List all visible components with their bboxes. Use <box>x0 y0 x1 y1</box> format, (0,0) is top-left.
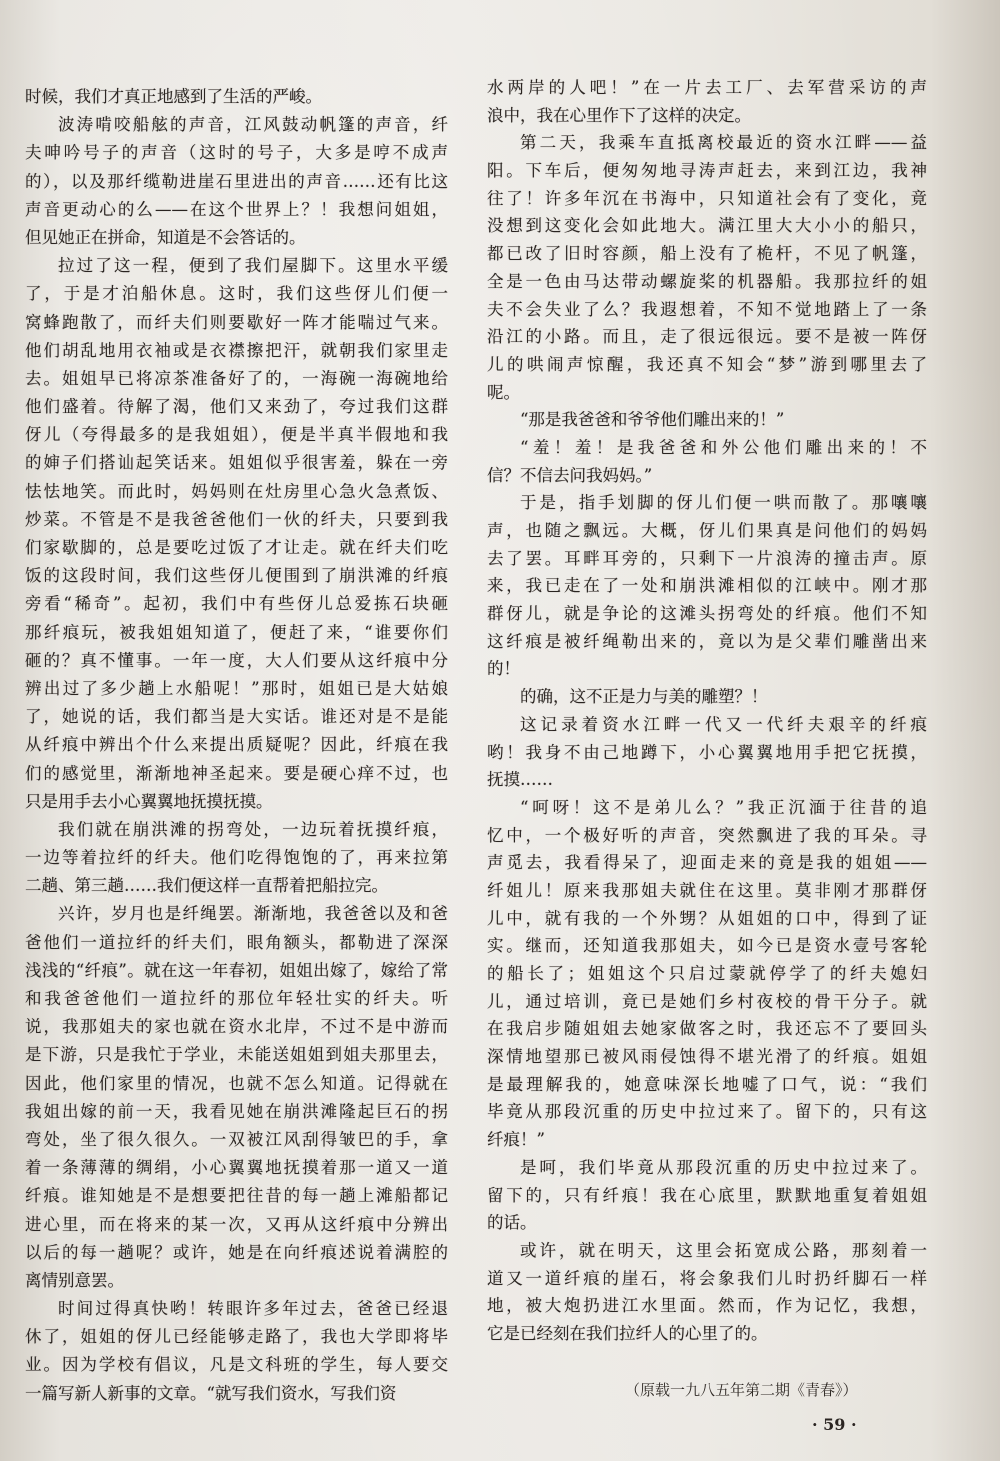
text-line: 一篇写新人新事的文章。“就写我们资水，写我们资 <box>25 1383 397 1403</box>
text-line: 的！ <box>487 659 520 679</box>
text-line: 弯处，坐了很久很久。一双被江风刮得皱巴的手，拿 <box>25 1129 448 1149</box>
text-line: 纤痕。谁知她是不是想要把往昔的每一趟上滩船都记 <box>25 1186 448 1206</box>
text-line: 水两岸的人吧！”在一片去工厂、去军营采访的声 <box>487 78 927 97</box>
text-line: 忆中，一个极好听的声音，突然飘进了我的耳朵。寻 <box>487 825 927 845</box>
text-line: 炒菜。不管是不是我爸爸他们一伙的纤夫，只要到我 <box>25 509 448 529</box>
text-line: 的确，这不正是力与美的雕塑？！ <box>520 687 768 707</box>
text-line: 地，被大炮扔进江水里面。然而，作为记忆，我想， <box>487 1296 927 1316</box>
text-line: 留下的，只有纤痕！我在心底里，默默地重复着姐姐 <box>487 1185 927 1205</box>
text-line: 但见她正在拼命，知道是不会答话的。 <box>25 227 306 247</box>
text-line: 纤姐儿！原来我那姐夫就住在这里。莫非刚才那群伢 <box>487 880 927 900</box>
text-line: 饭的这段时间，我们这些伢儿便围到了崩洪滩的纤痕 <box>25 566 448 586</box>
source-note: （原载一九八五年第二期《青春》） <box>625 1381 858 1399</box>
text-line: 我姐出嫁的前一天，我看见她在崩洪滩隆起巨石的拐 <box>25 1101 448 1121</box>
text-line: 的），以及那纤缆勒进崖石里进出的声音……还有比这 <box>25 171 448 191</box>
text-line: 砸的？真不懂事。一年一度，大人们要从这纤痕中分 <box>25 650 448 670</box>
text-line: 纤痕！” <box>487 1130 545 1150</box>
text-line: “羞！羞！是我爸爸和外公他们雕出来的！不 <box>520 437 927 457</box>
text-line: 深情地望那已被风雨侵蚀得不堪光滑了的纤痕。姐姐 <box>487 1047 927 1067</box>
text-line: 离情别意罢。 <box>25 1270 124 1290</box>
text-line: 伢儿（夸得最多的是我姐姐），便是半真半假地和我 <box>25 425 448 445</box>
right-column <box>487 74 927 1354</box>
text-line: 他们胡乱地用衣袖或是衣襟擦把汗，就朝我们家里走 <box>25 340 448 360</box>
text-line: 了，于是才泊船休息。这时，我们这些伢儿们便一 <box>25 284 448 304</box>
text-line: 的婶子们搭讪起笑话来。姐姐似乎很害羞，躲在一旁 <box>25 453 448 473</box>
text-line: 波涛啃咬船舷的声音，江风鼓动帆篷的声音，纤 <box>58 115 448 135</box>
text-line: 信？不信去问我妈妈。” <box>487 465 653 485</box>
text-line: 道又一道纤痕的崖石，将会象我们儿时扔纤脚石一样 <box>487 1268 927 1288</box>
text-line: 休了，姐姐的伢儿已经能够走路了，我也大学即将毕 <box>25 1327 448 1347</box>
text-line: 们家歇脚的，总是要吃过饭了才让走。就在纤夫们吃 <box>25 538 448 557</box>
text-line: 于是，指手划脚的伢儿们便一哄而散了。那嚷嚷 <box>520 493 927 513</box>
page-number: · 59 · <box>812 1415 857 1434</box>
paragraph <box>487 1237 927 1348</box>
text-line: 抚摸…… <box>487 770 553 790</box>
text-line: 窝蜂跑散了，而纤夫们则要歇好一阵才能喘过气来。 <box>25 312 448 332</box>
paragraph <box>487 711 927 794</box>
text-line: 和我爸爸他们一道拉纤的那位年轻壮实的纤夫。听 <box>25 989 448 1008</box>
text-line: 这纤痕是被纤绳勒出来的，竟以为是父辈们雕凿出来 <box>487 631 927 651</box>
text-line: 来，我已走在了一处和崩洪滩相似的江峡中。刚才那 <box>487 576 927 596</box>
text-line: 这记录着资水江畔一代又一代纤夫艰辛的纤痕 <box>520 714 927 734</box>
text-line: 我们就在崩洪滩的拐弯处，一边玩着抚摸纤痕， <box>58 819 448 839</box>
paragraph <box>487 1154 927 1237</box>
text-line: 的船长了；姐姐这个只启过蒙就停学了的纤夫媳妇 <box>487 964 927 983</box>
text-line: 业。因为学校有倡议，凡是文科班的学生，每人要交 <box>25 1355 448 1375</box>
text-line: 拉过了这一程，便到了我们屋脚下。这里水平缓 <box>58 256 448 276</box>
text-line: 呢。 <box>487 382 520 402</box>
text-line: 往了！许多年沉在书海中，只知道社会有了变化，竟 <box>487 188 927 208</box>
text-line: 全是一色由马达带动螺旋桨的机器船。我那拉纤的姐 <box>487 271 927 291</box>
text-line: 从纤痕中辨出个什么来提出质疑呢？因此，纤痕在我 <box>25 735 448 755</box>
text-line: 是最理解我的，她意味深长地嘘了口气，说：“我们 <box>487 1074 927 1094</box>
text-line: 了，她说的话，我们都当是大实话。谁还对是不是能 <box>25 707 448 727</box>
paragraph <box>25 900 448 1295</box>
text-line: “那是我爸爸和爷爷他们雕出来的！” <box>520 410 785 430</box>
text-line: 爸他们一道拉纤的纤夫们，眼角额头，都勒进了深深 <box>25 932 448 952</box>
paragraph <box>25 252 448 816</box>
text-line: 们的感觉里，渐渐地神圣起来。要是硬心痒不过，也 <box>25 763 448 783</box>
text-line: 去。姐姐早已将凉茶准备好了的，一海碗一海碗地给 <box>25 368 448 388</box>
text-line: 毕竟从那段沉重的历史中拉过来了。留下的，只有这 <box>487 1102 927 1122</box>
text-line: 声音更动心的么——在这个世界上？！我想问姐姐， <box>25 199 448 219</box>
paragraph <box>487 489 927 683</box>
paragraph <box>487 406 927 434</box>
paragraph <box>25 816 448 901</box>
text-line: 第二天，我乘车直抵离校最近的资水江畔——益 <box>520 133 927 153</box>
text-line: 都已改了旧时容颜，船上没有了桅杆，不见了帆篷， <box>487 244 927 264</box>
text-line: 怯怯地笑。而此时，妈妈则在灶房里心急火急煮饭、 <box>25 481 448 501</box>
paragraph <box>487 794 927 1154</box>
text-line: 夫呻吟号子的声音（这时的号子，大多是哼不成声 <box>25 143 448 163</box>
paragraph <box>487 683 927 711</box>
text-line: 在我启步随姐姐去她家做客之时，我还忘不了要回头 <box>487 1019 927 1039</box>
text-line: 进心里，而在将来的某一次，又再从这纤痕中分辨出 <box>25 1214 448 1234</box>
text-line: 浅浅的“纤痕”。就在这一年春初，姐姐出嫁了，嫁给了常 <box>25 960 448 980</box>
left-column <box>25 83 448 1413</box>
text-line: 儿，通过培训，竟已是她们乡村夜校的骨干分子。就 <box>487 991 927 1011</box>
text-line: 群伢儿，就是争论的这滩头拐弯处的纤痕。他们不知 <box>487 604 927 624</box>
paragraph <box>487 434 927 489</box>
text-line: 是下游，只是我忙于学业，未能送姐姐到姐夫那里去， <box>25 1045 448 1065</box>
text-line: 儿的哄闹声惊醒，我还真不知会“梦”游到哪里去了 <box>487 354 927 374</box>
text-line: 它是已经刻在我们拉纤人的心里了的。 <box>487 1323 768 1343</box>
text-line: 去了罢。耳畔耳旁的，只剩下一片浪涛的撞击声。原 <box>487 548 927 568</box>
text-line: 时候，我们才真正地感到了生活的严峻。 <box>25 87 322 106</box>
text-line: 二趟、第三趟……我们便这样一直帮着把船拉完。 <box>25 876 388 896</box>
text-line: 是呵，我们毕竟从那段沉重的历史中拉过来了。 <box>520 1157 927 1177</box>
text-line: 时间过得真快哟！转眼许多年过去，爸爸已经退 <box>58 1299 448 1319</box>
text-line: 没想到这变化会如此地大。满江里大大小小的船只， <box>487 216 927 236</box>
text-line: 说，我那姐夫的家也就在资水北岸，不过不是中游而 <box>25 1017 448 1037</box>
text-line: 或许，就在明天，这里会拓宽成公路，那刻着一 <box>520 1240 927 1260</box>
text-line: 辨出过了多少趟上水船呢！”那时，姐姐已是大姑娘 <box>25 678 448 698</box>
text-line: 他们盛着。待解了渴，他们又来劲了，夸过我们这群 <box>25 397 448 417</box>
text-line: 哟！我身不由己地蹲下，小心翼翼地用手把它抚摸， <box>487 742 927 762</box>
text-line: 因此，他们家里的情况，也就不怎么知道。记得就在 <box>25 1073 448 1093</box>
text-line: 一边等着拉纤的纤夫。他们吃得饱饱的了，再来拉第 <box>25 848 448 868</box>
text-line: 夫不会失业了么？我遐想着，不知不觉地踏上了一条 <box>487 299 927 319</box>
text-line: 阳。下车后，便匆匆地寻涛声赶去，来到江边，我神 <box>487 161 927 181</box>
text-line: 那纤痕玩，被我姐姐知道了，便赶了来，“谁要你们 <box>25 622 448 642</box>
text-line: 声，也随之飘远。大概，伢儿们果真是问他们的妈妈 <box>487 521 927 540</box>
text-line: 只是用手去小心翼翼地抚摸抚摸。 <box>25 791 273 811</box>
text-line: 儿中，就有我的一个外甥？从姐姐的口中，得到了证 <box>487 908 927 928</box>
text-line: 沿江的小路。而且，走了很远很远。要不是被一阵伢 <box>487 327 927 347</box>
paragraph <box>487 74 927 129</box>
text-line: 以后的每一趟呢？或许，她是在向纤痕述说着满腔的 <box>25 1242 448 1262</box>
text-line: 实。继而，还知道我那姐夫，如今已是资水壹号客轮 <box>487 936 927 956</box>
text-line: 浪中，我在心里作下了这样的决定。 <box>487 105 751 125</box>
paragraph <box>487 129 927 406</box>
text-line: “呵呀！这不是弟儿么？”我正沉湎于往昔的追 <box>520 797 927 817</box>
text-line: 兴许，岁月也是纤绳罢。渐渐地，我爸爸以及和爸 <box>58 904 448 924</box>
paragraph <box>25 83 448 111</box>
paragraph <box>25 1295 448 1408</box>
text-line: 旁看“稀奇”。起初，我们中有些伢儿总爱拣石块砸 <box>25 594 448 614</box>
text-line: 着一条薄薄的绸绢，小心翼翼地抚摸着那一道又一道 <box>25 1158 448 1178</box>
text-line: 的话。 <box>487 1213 537 1233</box>
paragraph <box>25 111 448 252</box>
text-line: 声觅去，我看得呆了，迎面走来的竟是我的姐姐—— <box>487 853 927 873</box>
